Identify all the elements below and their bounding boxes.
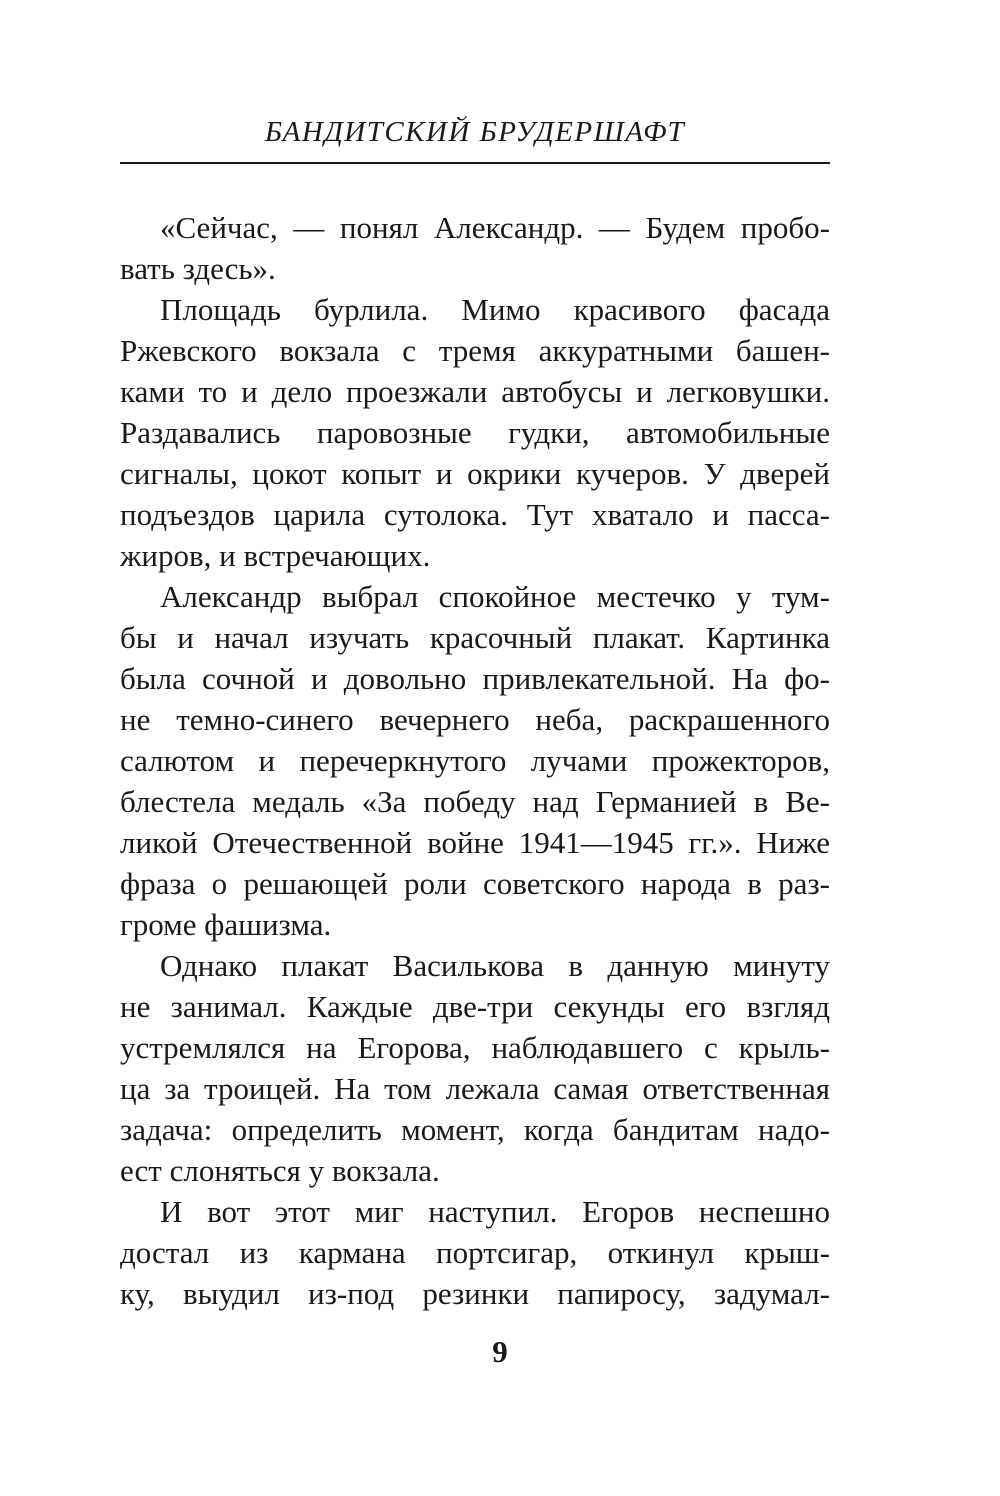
text-line: была сочной и довольно привлекательной. На фо- [120, 661, 830, 696]
header-rule [120, 162, 830, 164]
page-number: 9 [492, 1334, 508, 1369]
text-line: не темно-синего вечернего неба, раскрашенного [120, 702, 830, 737]
text-line: фраза о решающей роли советского народа в раз- [120, 866, 830, 901]
paragraph [120, 289, 830, 576]
text-line: И вот этот миг наступил. Егоров неспешно [160, 1194, 830, 1229]
text-line: подъездов царила сутолока. Тут хватало и пасса- [120, 497, 830, 532]
text-line: задача: определить момент, когда бандитам надо- [120, 1112, 830, 1147]
text-line: громе фашизма. [120, 907, 332, 942]
text-line: салютом и перечеркнутого лучами прожекторов, [120, 743, 830, 778]
text-line: жиров, и встречающих. [120, 538, 431, 573]
text-line: не занимал. Каждые две-три секунды его взгляд [120, 989, 830, 1024]
text-line: ликой Отечественной войне 1941—1945 гг.». Ниже [120, 825, 830, 860]
text-line: блестела медаль «За победу над Германией в Ве- [120, 784, 830, 819]
text-line: бы и начал изучать красочный плакат. Картинка [120, 620, 830, 655]
text-line: ку, выудил из-под резинки папиросу, задумал- [120, 1276, 830, 1311]
running-head: БАНДИТСКИЙ БРУДЕРШАФТ [264, 116, 686, 148]
text-line: Однако плакат Василькова в данную минуту [160, 948, 830, 983]
body-text [120, 207, 830, 1314]
paragraph [120, 945, 830, 1191]
text-line: устремлялся на Егорова, наблюдавшего с крыль- [120, 1030, 830, 1065]
text-line: Площадь бурлила. Мимо красивого фасада [160, 292, 830, 327]
text-line: «Сейчас, — понял Александр. — Будем пробо- [160, 210, 830, 245]
text-line: достал из кармана портсигар, откинул крыш- [120, 1235, 830, 1270]
text-line: Раздавались паровозные гудки, автомобильные [120, 415, 830, 450]
text-line: ца за троицей. На том лежала самая ответственная [120, 1071, 830, 1106]
paragraph [120, 207, 830, 289]
text-line: сигналы, цокот копыт и окрики кучеров. У дверей [120, 456, 830, 491]
text-line: ест слоняться у вокзала. [120, 1153, 440, 1188]
text-line: вать здесь». [120, 251, 276, 286]
paragraph [120, 576, 830, 945]
text-line: Ржевского вокзала с тремя аккуратными башен- [120, 333, 830, 368]
text-line: Александр выбрал спокойное местечко у тум- [160, 579, 830, 614]
paragraph [120, 1191, 830, 1314]
text-line: ками то и дело проезжали автобусы и легковушки. [120, 374, 830, 409]
